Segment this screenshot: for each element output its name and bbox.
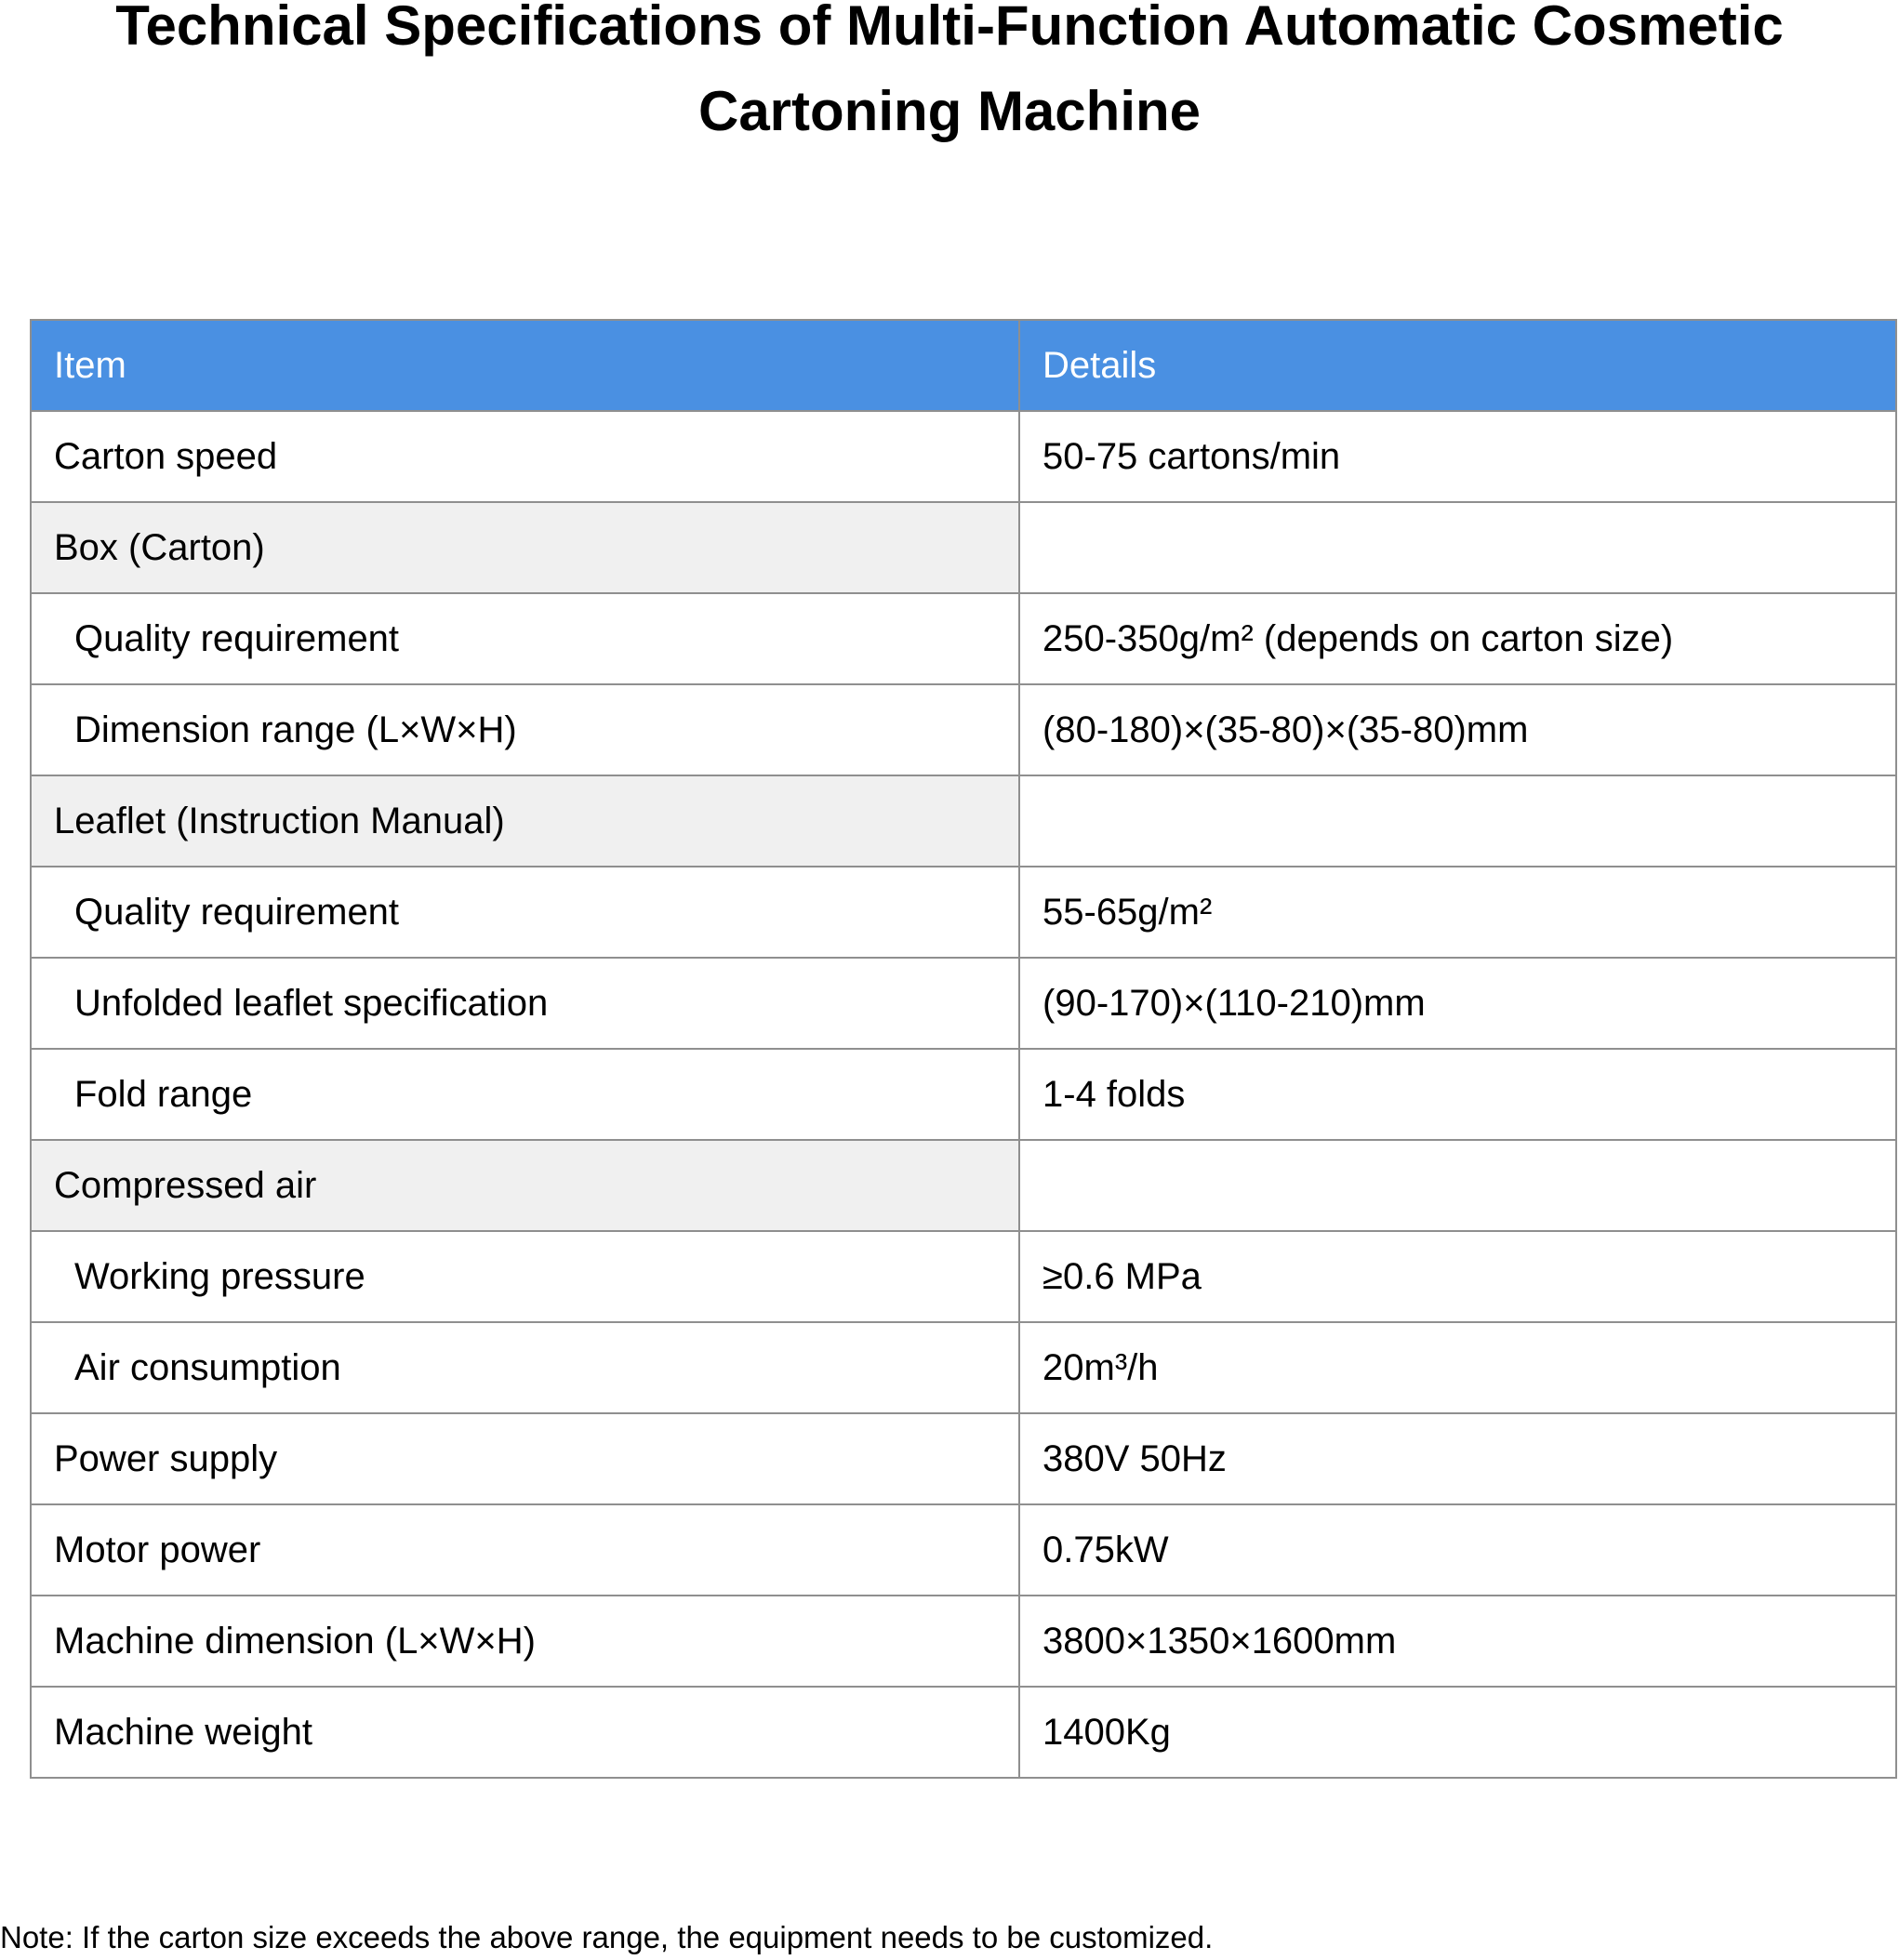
table-row xyxy=(31,867,1896,958)
table-section-row xyxy=(31,1140,1896,1231)
spec-table xyxy=(30,319,1897,1779)
section-item: Compressed air xyxy=(31,1140,1019,1231)
row-item: Quality requirement xyxy=(31,593,1019,684)
footnote: Note: If the carton size exceeds the above range, the equipment needs to be customized. xyxy=(0,1920,1214,1954)
page-title: Technical Specifications of Multi-Function Automatic Cosmetic Cartoning Machine xyxy=(115,0,1784,142)
row-details: (90-170)×(110-210)mm xyxy=(1019,958,1896,1049)
row-item: Working pressure xyxy=(31,1231,1019,1322)
table-section-row xyxy=(31,502,1896,593)
row-details: ≥0.6 MPa xyxy=(1019,1231,1896,1322)
table-section-row xyxy=(31,775,1896,867)
row-item: Machine weight xyxy=(31,1687,1019,1778)
table-row xyxy=(31,684,1896,775)
row-item: Carton speed xyxy=(31,411,1019,502)
table-row xyxy=(31,958,1896,1049)
row-item: Machine dimension (L×W×H) xyxy=(31,1596,1019,1687)
row-details: 0.75kW xyxy=(1019,1504,1896,1596)
row-details: 55-65g/m² xyxy=(1019,867,1896,958)
row-item: Dimension range (L×W×H) xyxy=(31,684,1019,775)
section-item: Leaflet (Instruction Manual) xyxy=(31,775,1019,867)
table-row xyxy=(31,1049,1896,1140)
row-item: Power supply xyxy=(31,1413,1019,1504)
table-row xyxy=(31,593,1896,684)
table-header-row xyxy=(31,320,1896,411)
row-details xyxy=(1019,775,1896,867)
row-item: Motor power xyxy=(31,1504,1019,1596)
row-details: 1400Kg xyxy=(1019,1687,1896,1778)
table-row xyxy=(31,1504,1896,1596)
row-details: 50-75 cartons/min xyxy=(1019,411,1896,502)
section-item: Box (Carton) xyxy=(31,502,1019,593)
table-row xyxy=(31,1413,1896,1504)
row-details xyxy=(1019,502,1896,593)
table-row xyxy=(31,411,1896,502)
row-details: (80-180)×(35-80)×(35-80)mm xyxy=(1019,684,1896,775)
table-row xyxy=(31,1322,1896,1413)
table-row xyxy=(31,1687,1896,1778)
column-header-details: Details xyxy=(1019,320,1896,411)
row-details: 1-4 folds xyxy=(1019,1049,1896,1140)
row-item: Fold range xyxy=(31,1049,1019,1140)
row-item: Unfolded leaflet specification xyxy=(31,958,1019,1049)
row-details: 3800×1350×1600mm xyxy=(1019,1596,1896,1687)
row-details: 380V 50Hz xyxy=(1019,1413,1896,1504)
row-details: 20m³/h xyxy=(1019,1322,1896,1413)
table-row xyxy=(31,1596,1896,1687)
column-header-item: Item xyxy=(31,320,1019,411)
row-item: Air consumption xyxy=(31,1322,1019,1413)
row-details: 250-350g/m² (depends on carton size) xyxy=(1019,593,1896,684)
row-item: Quality requirement xyxy=(31,867,1019,958)
table-row xyxy=(31,1231,1896,1322)
row-details xyxy=(1019,1140,1896,1231)
